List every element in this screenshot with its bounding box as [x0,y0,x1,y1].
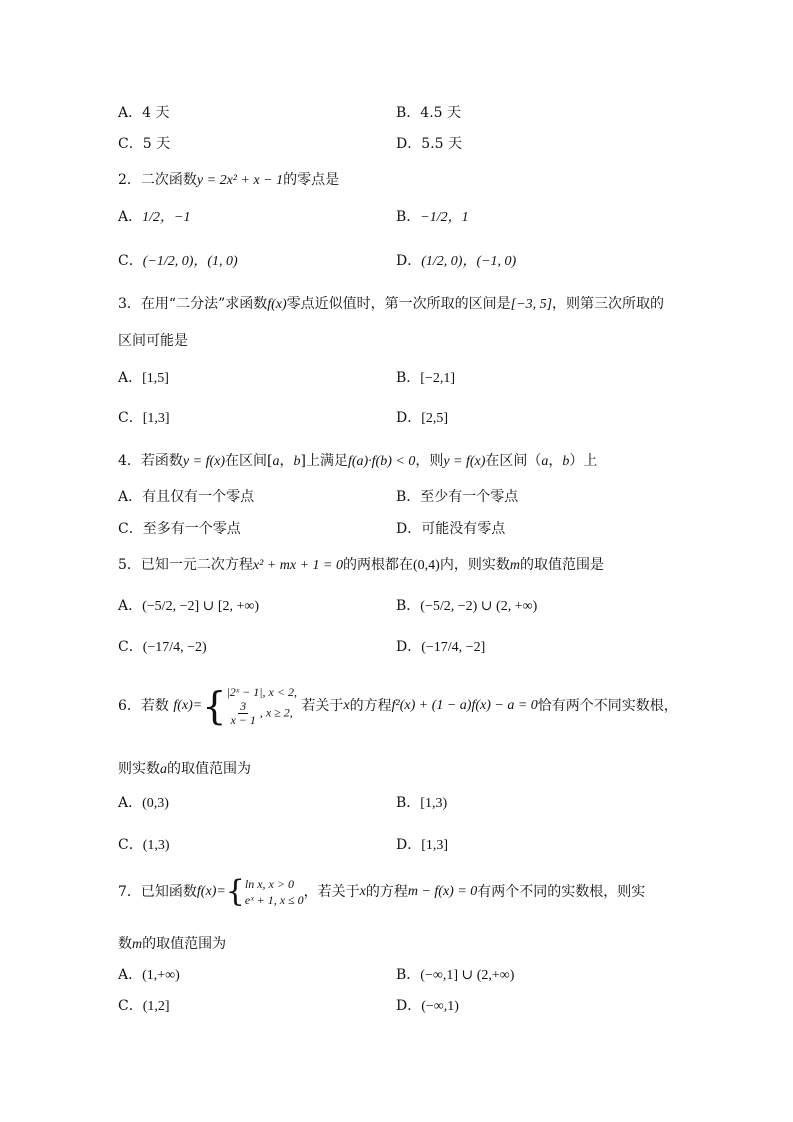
option-letter: C． [118,136,143,152]
option-text: (1,+∞) [142,968,180,983]
q3-option-b [396,371,455,386]
q4-func2: y = f(x) [443,454,486,469]
q7-option-c [118,999,170,1014]
q5-stem-pre: 5．已知一元二次方程 [118,557,253,573]
q3-option-d [396,411,448,426]
q4-stem-post: ）上 [569,453,598,469]
option-text: (1,2] [142,999,170,1014]
q4-stem-mid4: 在区间（ [485,453,542,469]
q3-func: f(x) [267,297,287,312]
q7-stem-mid: ，若关于 [303,884,360,901]
brace-icon: { [225,874,245,910]
q6-cases [226,684,297,728]
option-text: (−∞,1) [421,999,459,1014]
q7-var: x [359,884,366,900]
q6-stem-mid: 若关于 [301,697,344,714]
q1-option-a [118,106,169,120]
q7-stem-line2 [118,937,226,952]
q4-option-a [118,490,254,504]
option-letter: D． [396,521,422,537]
q4-b: b [293,454,301,469]
q6-option-b [396,796,447,811]
option-letter: B． [396,598,421,614]
q7-var2: m [132,937,143,952]
q3-option-c [118,411,170,426]
q4-stem [118,454,597,469]
option-text: 1/2，−1 [142,210,191,225]
option-text: 可能没有零点 [421,521,506,537]
option-text: (1,3) [142,838,170,853]
q6-line2-post: 的取值范围为 [167,761,251,777]
option-letter: A． [118,489,143,505]
option-text: 有且仅有一个零点 [142,489,255,505]
q5-stem-post: 的取值范围是 [519,557,604,573]
q7-cases [245,876,304,908]
q2-stem [118,173,339,188]
q4-stem-mid3: ，则 [415,453,444,469]
option-letter: A． [118,370,143,386]
q7-option-a [118,968,180,983]
option-text: (−∞,1] ∪ (2,+∞) [420,968,515,983]
q4-a: a [272,454,280,469]
q7-stem [118,876,645,908]
q1-option-d [396,137,462,151]
q4-option-c [118,522,241,536]
q4-func: y = f(x) [182,454,226,469]
q4-stem-mid1: 在区间[ [225,453,273,469]
q6-stem-post: 恰有两个不同实数根， [537,697,678,714]
q4-comma: ， [279,453,294,469]
option-letter: C． [118,521,143,537]
option-text: [−2,1] [420,371,456,386]
q2-option-a [118,210,190,225]
q6-option-d [396,838,448,853]
q5-stem-mid2: 内，则实数 [439,557,510,573]
q5-option-c [118,640,207,655]
q2-option-b [396,210,469,225]
q3-interval: [−3, 5] [510,297,553,312]
q7-equation: m − f(x) = 0 [407,884,478,900]
option-text: [2,5] [421,411,449,426]
q5-option-a [118,599,259,614]
q7-line2-pre: 数 [118,936,132,952]
q6-case2-num: 3 [240,699,247,714]
option-letter: D． [396,639,422,655]
q6-case2-den: x − 1 [230,713,256,728]
option-text: 5.5 天 [421,136,462,152]
option-letter: D． [396,136,422,152]
q2-stem-pre: 2．二次函数 [118,172,197,188]
q6-stem-mid2: 的方程 [349,697,392,714]
q5-interval: (0,4) [413,558,440,573]
option-letter: B． [396,370,421,386]
option-text: [1,3) [420,796,448,811]
option-letter: A． [118,598,143,614]
q7-stem-mid2: 的方程 [365,884,408,901]
option-text: (1/2, 0)，(−1, 0) [421,254,517,269]
option-text: −1/2，1 [420,210,469,225]
q6-var2: a [160,762,167,777]
option-letter: C． [118,410,143,426]
option-letter: B． [396,489,421,505]
option-letter: A． [118,795,143,811]
q4-stem-pre: 4．若函数 [118,453,183,469]
q1-option-b [396,106,461,120]
q7-stem-pre: 7．已知函数 [118,884,197,901]
q5-stem [118,558,604,573]
q4-option-d [396,522,505,536]
q7-line2-post: 的取值范围为 [142,936,227,952]
q3-stem-line2: 区间可能是 [118,333,188,349]
q5-equation: x² + mx + 1 = 0 [252,558,343,573]
option-text: (−5/2, −2) ∪ (2, +∞) [420,599,538,614]
q5-option-d [396,640,485,655]
q5-option-b [396,599,537,614]
q6-stem-pre: 6．若数 [118,697,169,714]
q5-stem-mid: 的两根都在 [343,557,413,573]
option-letter: C． [118,253,143,269]
q4-a2: a [541,454,549,469]
option-text: (0,3) [142,796,169,811]
option-text: (−17/4, −2] [421,640,486,655]
q7-case1: ln x, x > 0 [244,877,294,891]
q2-equation: y = 2x² + x − 1 [196,173,284,188]
option-text: (−1/2, 0)，(1, 0) [142,254,238,269]
option-text: 至多有一个零点 [142,521,241,537]
q2-option-d [396,254,516,269]
q3-stem [118,297,664,312]
q7-stem-post: 有两个不同的实数根，则实 [477,884,646,901]
q6-func-label: f(x)= [173,697,203,713]
q7-option-d [396,999,459,1014]
option-letter: C． [118,998,143,1014]
q4-comma2: ， [548,453,563,469]
q6-case1: |2ˣ − 1|, x < 2, [226,685,297,699]
option-letter: C． [118,639,143,655]
option-letter: C． [118,837,143,853]
option-letter: A． [118,105,143,121]
q6-option-c [118,838,170,853]
q4-option-b [396,490,518,504]
option-text: [1,3] [421,838,449,853]
brace-icon: { [202,683,227,728]
q6-line2-pre: 则实数 [118,761,160,777]
q3-stem-mid: 零点近似值时，第一次所取的区间是 [286,296,511,312]
q2-option-c [118,254,238,269]
option-text: [1,3] [142,411,170,426]
q7-case2: eˣ + 1, x ≤ 0 [244,893,304,908]
q2-stem-post: 的零点是 [283,172,340,188]
q4-stem-mid2: ]上满足 [300,453,348,469]
q6-case2-cond: , x ≥ 2, [259,705,293,720]
option-letter: B． [396,209,421,225]
option-letter: B． [396,967,421,983]
option-letter: D． [396,410,422,426]
q1-option-c [118,137,170,151]
option-text: 至少有一个零点 [420,489,519,505]
option-letter: B． [396,105,421,121]
q7-func-label: f(x)= [196,884,226,900]
option-letter: A． [118,209,143,225]
option-text: 5 天 [142,136,171,152]
q6-option-a [118,796,169,811]
option-letter: D． [396,253,422,269]
option-letter: B． [396,795,421,811]
q6-stem [118,684,678,728]
q7-option-b [396,968,514,983]
option-letter: D． [396,998,422,1014]
option-text: 4 天 [142,105,170,121]
option-text: (−5/2, −2] ∪ [2, +∞) [142,599,260,614]
q6-case2 [226,700,297,727]
q6-equation: f²(x) + (1 − a)f(x) − a = 0 [391,697,538,713]
option-text: [1,5] [142,371,169,386]
q6-var: x [343,697,350,713]
q3-stem-post: ，则第三次所取的 [552,296,665,312]
q4-cond: f(a)·f(b) < 0 [347,454,416,469]
q4-b2: b [562,454,570,469]
option-letter: D． [396,837,422,853]
q3-option-a [118,371,169,386]
option-letter: A． [118,967,143,983]
q5-var: m [509,558,520,573]
q3-stem-pre: 3．在用“二分法”求函数 [118,296,268,312]
option-text: (−17/4, −2) [142,640,207,655]
option-text: 4.5 天 [420,105,462,121]
q6-stem-line2 [118,762,251,777]
